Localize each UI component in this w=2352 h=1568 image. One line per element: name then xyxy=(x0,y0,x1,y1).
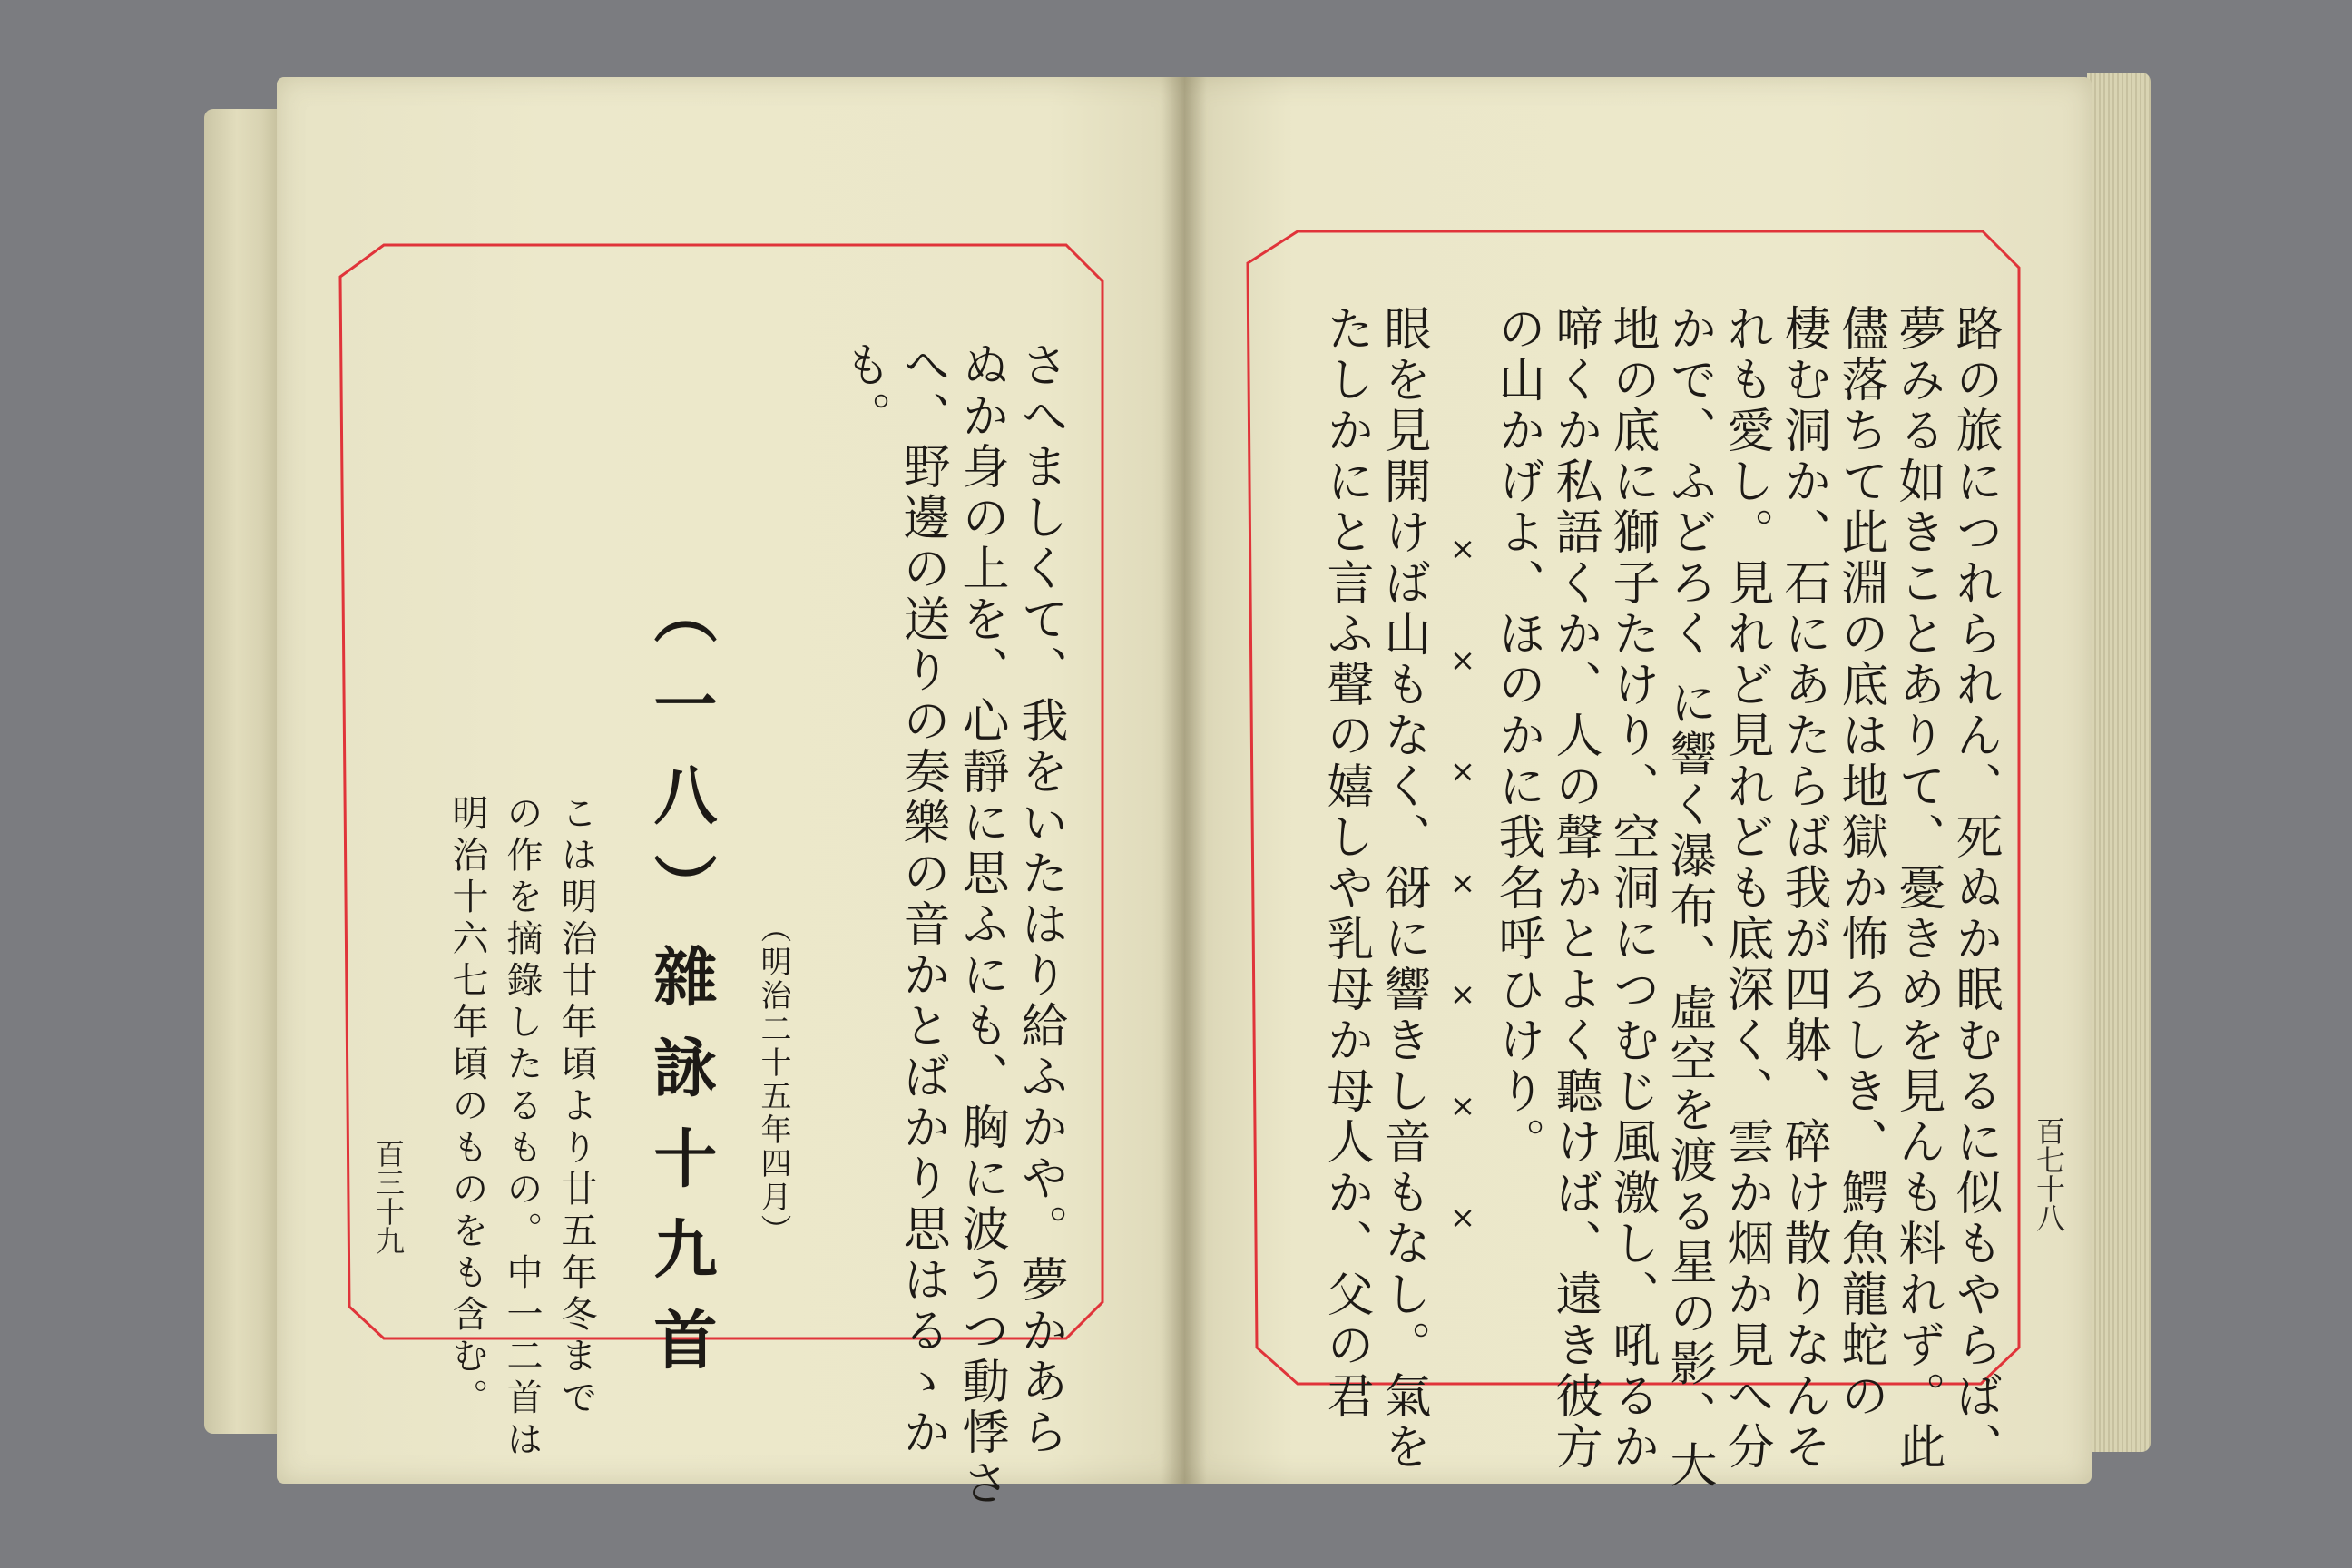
text-column-6: かで、ふどろく に響く瀑布、虛空を渡る星の影、大 xyxy=(1661,304,1716,1492)
section-break-marks: × × × × × × × xyxy=(1445,531,1481,1269)
left-page xyxy=(277,77,1184,1509)
text-column-9: の山かげよ、ほのかに我名呼ひけり。 xyxy=(1490,304,1544,1168)
passage-column-3: へ、野邊の送りの奏樂の音かとばかり思はるゝか xyxy=(895,340,949,1458)
text-column-4: 棲む洞か、石にあたらば我が四躰、碎け散りなんそ xyxy=(1776,304,1830,1473)
text-column-2: 夢みる如きことありて、憂きめを見んも料れず。此 xyxy=(1890,304,1945,1473)
text-column-1: 路の旅につれられん、死ぬか眠むるに似もやらば、 xyxy=(1947,304,2002,1473)
text-column-8: 啼くか私語くか、人の聲かとよく聽けば、遠き彼方 xyxy=(1547,304,1602,1473)
note-column-3: 明治十六七年頃のものをも含む。 xyxy=(446,794,488,1420)
passage-column-1: さへましくて、我をいたはり給ふかや。夢かあら xyxy=(1013,340,1067,1458)
section-heading: （一八）雜詠十九首 xyxy=(643,581,719,1397)
passage-column-2: ぬか身の上を、心靜に思ふにも、胸に波うつ動悸さ xyxy=(954,340,1008,1509)
book-gutter xyxy=(1161,77,1207,1484)
text-column-10: 眼を見開けば山もなく、谺に響きし音もなし。氣を xyxy=(1376,304,1430,1473)
passage-column-4: も。 xyxy=(836,340,890,442)
text-column-11: たしかにと言ふ聲の嬉しや乳母か母人か、父の君 xyxy=(1318,304,1373,1422)
page-edges-right xyxy=(2087,73,2151,1452)
page-number-left: 百三十九 xyxy=(371,1139,406,1255)
text-column-5: れも愛し。見れど見れども底深く、雲か烟か見へ分 xyxy=(1719,304,1773,1473)
note-column-1: こは明治廿年頃より廿五年冬まで xyxy=(555,794,597,1420)
text-column-3: 儘落ちて此淵の底は地獄か怖ろしき、鰐魚龍蛇の xyxy=(1833,304,1887,1422)
text-column-7: 地の底に獅子たけり、空洞につむじ風激し、吼るか xyxy=(1604,304,1659,1473)
date-note: （明治二十五年四月） xyxy=(755,912,791,1248)
right-page xyxy=(1184,77,2092,1492)
page-number-right: 百七十八 xyxy=(2032,1116,2066,1232)
page-edges-left xyxy=(204,109,286,1434)
note-column-2: の作を摘錄したるもの。中一二首は xyxy=(501,794,543,1462)
open-book xyxy=(204,64,2151,1515)
